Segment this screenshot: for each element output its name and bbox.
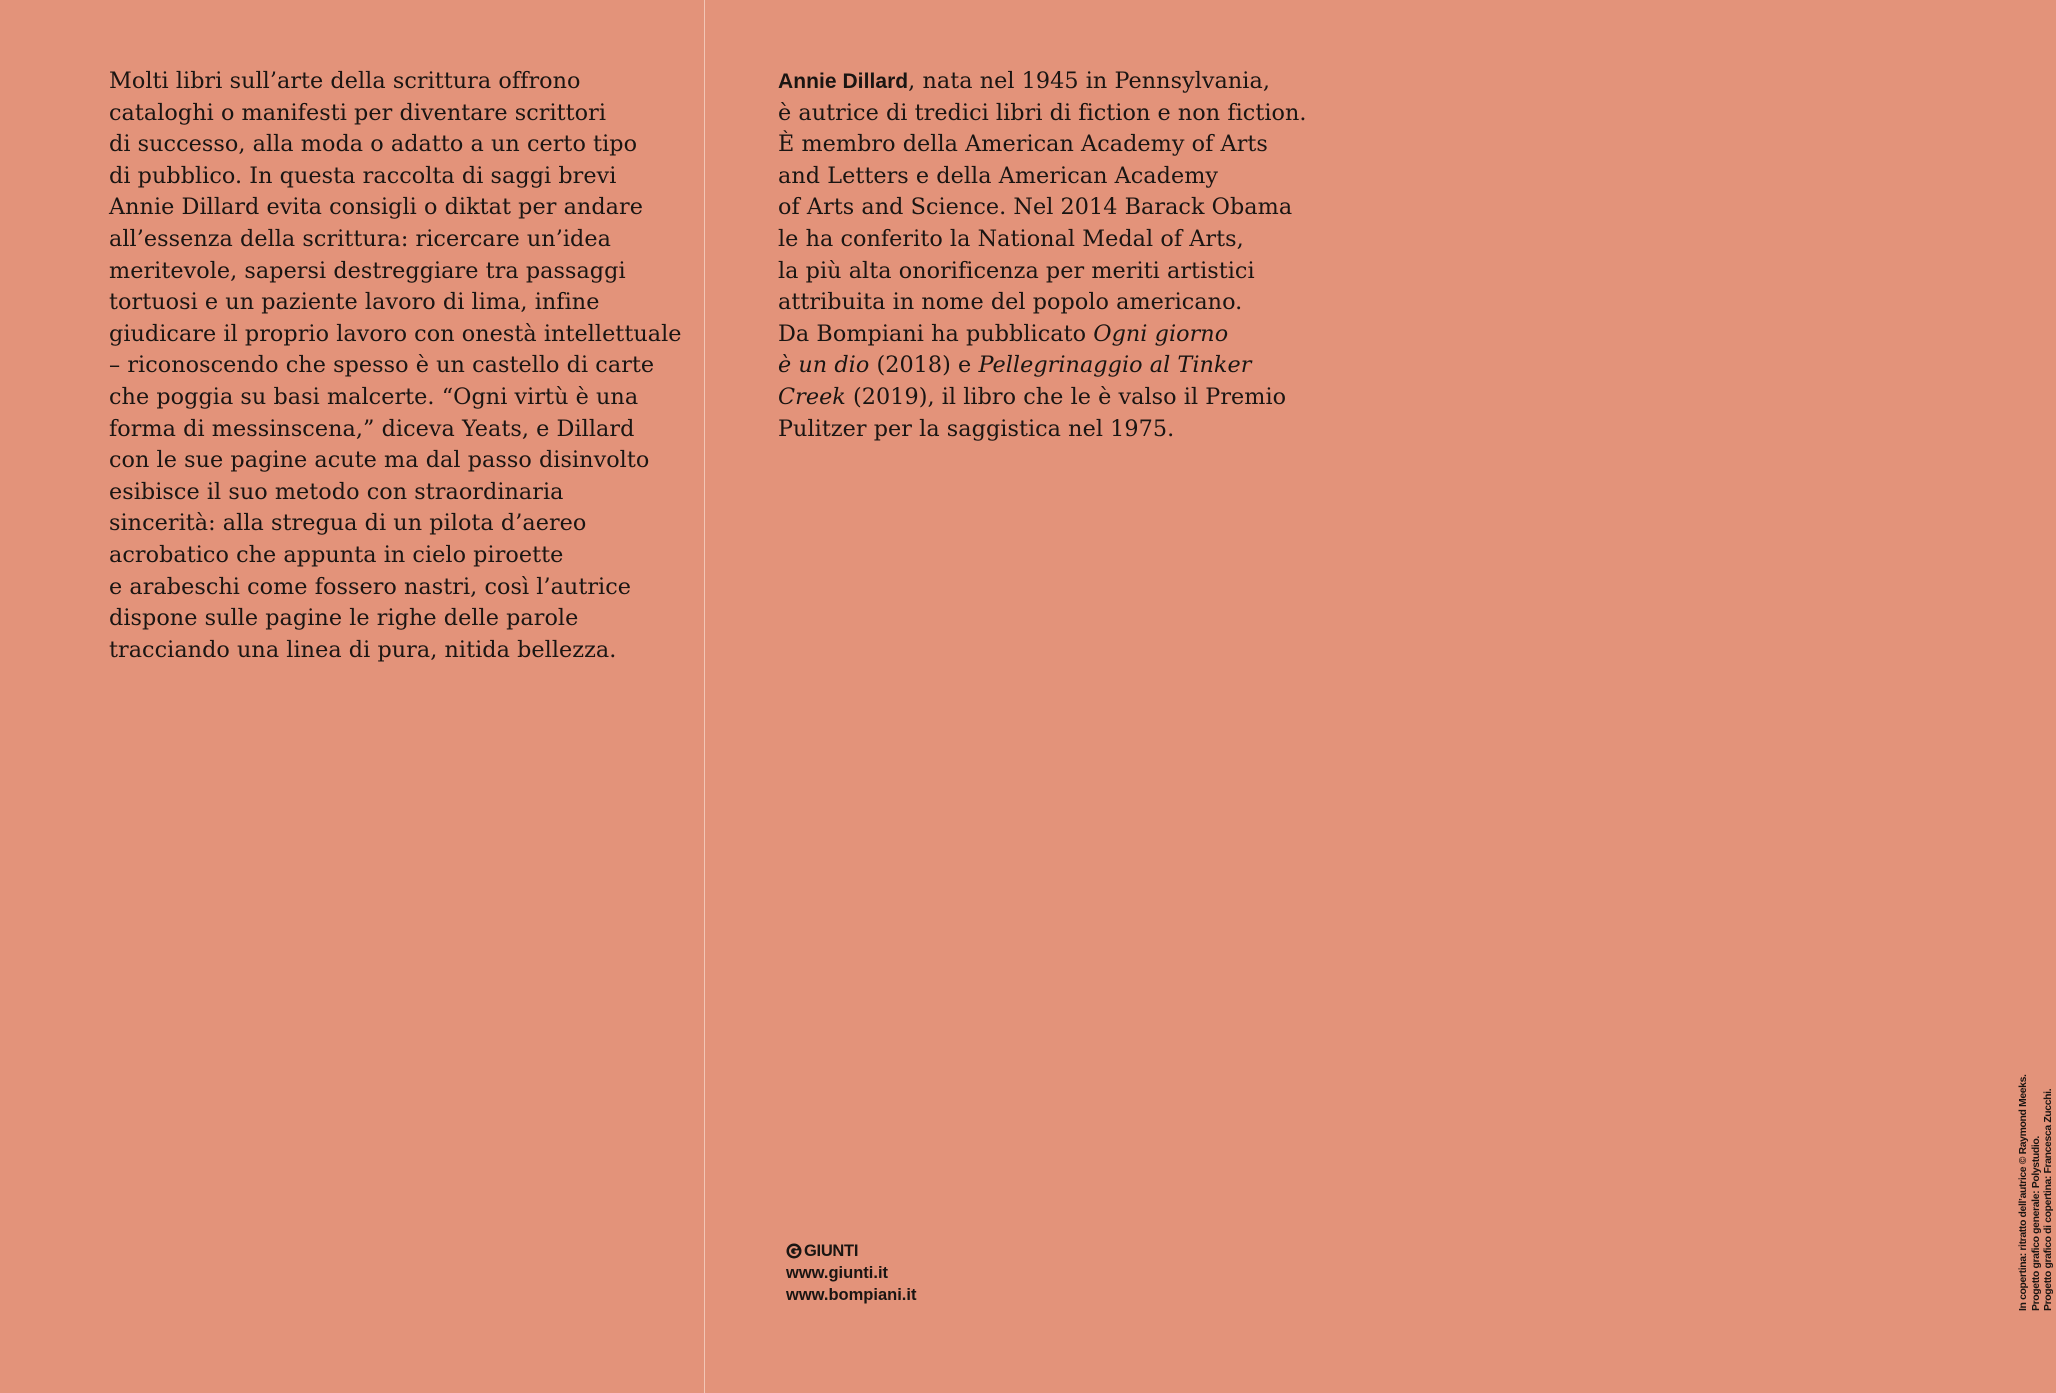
description-line: tracciando una linea di pura, nitida bellezza. <box>109 636 617 663</box>
description-line: e arabeschi come fossero nastri, così l’autrice <box>109 573 632 600</box>
description-line: – riconoscendo che spesso è un castello di carte <box>109 352 655 379</box>
description-line: acrobatico che appunta in cielo piroette <box>109 541 564 568</box>
photo-credit: In copertina: ritratto dell’autrice © Raymond Meeks. <box>2018 1074 2029 1311</box>
giunti-g-icon <box>786 1243 802 1259</box>
bio-line: and Letters e della American Academy <box>778 162 1219 189</box>
book-title: è un dio <box>778 352 870 379</box>
description-line: Annie Dillard evita consigli o diktat per andare <box>109 194 643 221</box>
giunti-logo <box>786 1240 916 1262</box>
description-line: esibisce il suo metodo con straordinaria <box>109 478 564 505</box>
book-title: Pellegrinaggio al Tinker <box>978 352 1252 379</box>
description-line: che poggia su basi malcerte. “Ogni virtù è una <box>109 383 639 410</box>
cover-design-credit: Progetto grafico di copertina: Francesca Zucchi. <box>2043 1088 2055 1311</box>
description-line: meritevole, sapersi destreggiare tra passaggi <box>109 257 626 284</box>
description-line: cataloghi o manifesti per diventare scrittori <box>109 99 607 126</box>
description-line: di successo, alla moda o adatto a un certo tipo <box>109 131 638 158</box>
description-line: giudicare il proprio lavoro con onestà intellettuale <box>109 320 682 347</box>
description-line: sincerità: alla stregua di un pilota d’aereo <box>109 510 587 537</box>
right-flap <box>705 0 2055 1393</box>
author-bio <box>778 66 1307 445</box>
description-line: all’essenza della scrittura: ricercare un’idea <box>109 225 611 252</box>
bio-line: of Arts and Science. Nel 2014 Barack Obama <box>778 194 1293 221</box>
bio-text: Da Bompiani ha pubblicato <box>778 320 1094 347</box>
bio-line <box>778 319 1307 351</box>
bio-text: (2018) e <box>869 352 979 379</box>
giunti-logo-text: GIUNTI <box>804 1242 859 1260</box>
bio-line <box>778 66 1307 98</box>
bio-line: la più alta onorificenza per meriti artistici <box>778 257 1255 284</box>
author-name: Annie Dillard <box>778 70 909 93</box>
description-line: dispone sulle pagine le righe delle parole <box>109 605 579 632</box>
description-line: con le sue pagine acute ma dal passo disinvolto <box>109 447 650 474</box>
cover-credits <box>2018 1074 2056 1311</box>
bio-text: , nata nel 1945 in Pennsylvania, <box>908 68 1270 94</box>
book-title: Creek <box>778 383 846 410</box>
description-line: Molti libri sull’arte della scrittura offrono <box>109 68 581 94</box>
bio-text: (2019), il libro che le è valso il Premio <box>845 383 1287 410</box>
bio-line <box>778 350 1307 382</box>
design-credit: Progetto grafico generale: Polystudio. <box>2030 1136 2042 1311</box>
giunti-url-link[interactable]: www.giunti.it <box>786 1264 889 1282</box>
bio-line: le ha conferito la National Medal of Arts, <box>778 225 1244 252</box>
bio-line: È membro della American Academy of Arts <box>778 131 1268 158</box>
description-line: forma di messinscena,” diceva Yeats, e Dillard <box>109 415 635 442</box>
bompiani-url-link[interactable]: www.bompiani.it <box>786 1286 917 1304</box>
publisher-block <box>786 1240 916 1306</box>
book-title: Ogni giorno <box>1093 320 1229 347</box>
bio-line: Pulitzer per la saggistica nel 1975. <box>778 415 1175 442</box>
left-flap <box>0 0 704 1393</box>
book-description <box>109 66 682 666</box>
description-line: tortuosi e un paziente lavoro di lima, infine <box>109 289 600 316</box>
bio-line <box>778 382 1307 414</box>
bio-line: attribuita in nome del popolo americano. <box>778 289 1243 316</box>
description-line: di pubblico. In questa raccolta di saggi brevi <box>109 162 617 189</box>
bio-line: è autrice di tredici libri di fiction e non fiction. <box>778 99 1307 126</box>
